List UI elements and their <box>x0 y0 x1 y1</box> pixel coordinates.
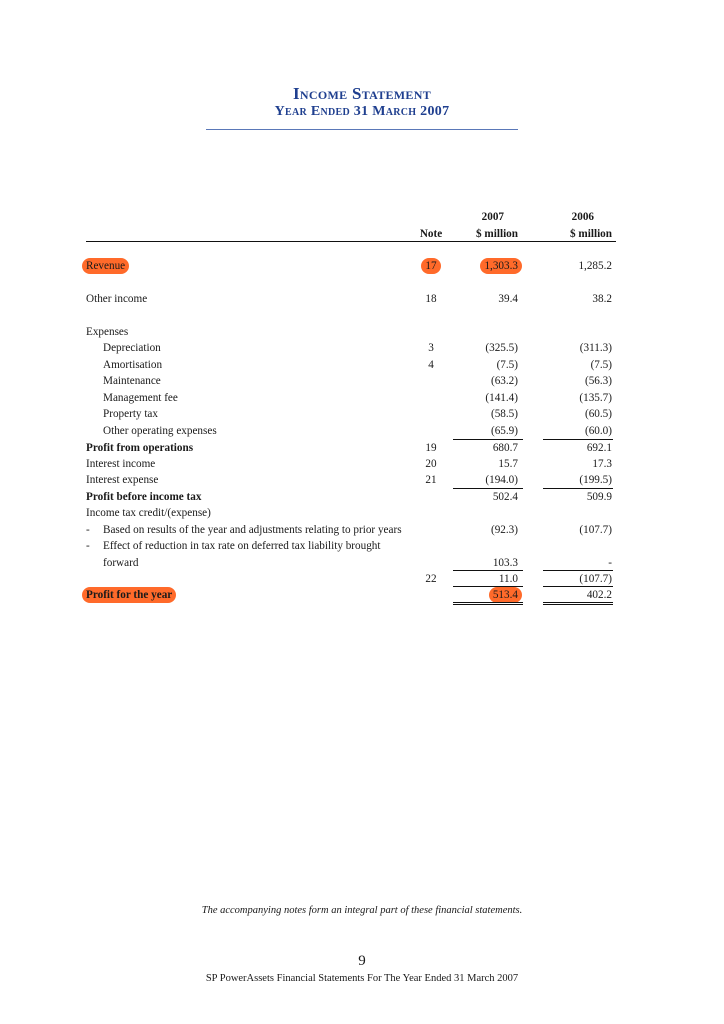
other-income-note: 18 <box>425 293 437 305</box>
revenue-label: Revenue <box>82 258 129 274</box>
page-subtitle: Year Ended 31 March 2007 <box>274 104 450 119</box>
other-operating-label: Other operating expenses <box>103 425 217 437</box>
amortisation-note: 4 <box>428 359 434 371</box>
tax-effect-dash: - <box>86 540 90 552</box>
maintenance-label: Maintenance <box>103 375 161 387</box>
revenue-2007: 1,303.3 <box>480 258 522 274</box>
depreciation-label: Depreciation <box>103 342 161 354</box>
interest-expense-note: 21 <box>425 474 437 486</box>
management-fee-2007: (141.4) <box>485 392 518 404</box>
amortisation-2007: (7.5) <box>496 359 518 371</box>
property-tax-2006: (60.5) <box>584 408 612 420</box>
maintenance-2006: (56.3) <box>584 375 612 387</box>
depreciation-2006: (311.3) <box>579 342 612 354</box>
tax-total-2007: 11.0 <box>498 573 518 585</box>
table-row-income-tax <box>86 505 616 521</box>
profit-ops-2006: 692.1 <box>586 442 612 454</box>
table-row-amortisation <box>86 357 616 373</box>
table-row-tax-total <box>86 571 616 587</box>
table-row-profit-year <box>86 587 616 603</box>
other-operating-2006: (60.0) <box>584 425 612 437</box>
tax-forward-label: forward <box>103 557 139 569</box>
final-rule-2007-a <box>453 602 523 603</box>
table-row-depreciation <box>86 340 616 356</box>
revenue-2006: 1,285.2 <box>578 260 612 272</box>
depreciation-note: 3 <box>428 342 434 354</box>
expenses-label: Expenses <box>86 326 129 338</box>
interest-income-note: 20 <box>425 458 437 470</box>
header-units-row <box>86 226 616 242</box>
interest-income-label: Interest income <box>86 458 156 470</box>
profit-before-tax-2006: 509.9 <box>586 491 612 503</box>
page-title: Income Statement <box>292 84 431 103</box>
tax-total-note: 22 <box>425 573 437 585</box>
profit-year-label: Profit for the year <box>82 587 176 603</box>
table-row-maintenance <box>86 373 616 389</box>
income-tax-label: Income tax credit/(expense) <box>86 507 211 519</box>
page-number: 9 <box>358 953 366 969</box>
tax-total-2006: (107.7) <box>579 573 612 585</box>
profit-before-tax-2007: 502.4 <box>492 491 518 503</box>
table-row-other-income <box>86 291 616 307</box>
interest-expense-label: Interest expense <box>86 474 159 486</box>
page-footer: SP PowerAssets Financial Statements For The Year Ended 31 March 2007 <box>205 973 519 984</box>
profit-ops-note: 19 <box>425 442 437 454</box>
other-income-label: Other income <box>86 293 148 305</box>
table-row-management-fee <box>86 390 616 406</box>
property-tax-2007: (58.5) <box>490 408 518 420</box>
unit-2006-header: $ million <box>570 228 612 240</box>
table-row-other-operating <box>86 423 616 439</box>
other-operating-2007: (65.9) <box>490 425 518 437</box>
interest-income-2007: 15.7 <box>498 458 518 470</box>
table-row-tax-based <box>86 522 616 538</box>
table-row-profit-ops <box>86 440 616 456</box>
tax-based-label: Based on results of the year and adjustments relating to prior years <box>103 524 402 536</box>
amortisation-label: Amortisation <box>103 359 163 371</box>
table-row-interest-expense <box>86 472 616 488</box>
interest-income-2006: 17.3 <box>592 458 612 470</box>
table-row-profit-before-tax <box>86 489 616 505</box>
unit-2007-header: $ million <box>476 228 518 240</box>
tax-forward-2006: - <box>608 557 612 569</box>
note-header: Note <box>419 228 443 240</box>
profit-year-2006: 402.2 <box>586 589 612 601</box>
table-row-tax-forward <box>86 555 616 571</box>
management-fee-label: Management fee <box>103 392 178 404</box>
other-income-2007: 39.4 <box>498 293 518 305</box>
final-rule-2006-a <box>543 602 613 603</box>
other-income-2006: 38.2 <box>592 293 612 305</box>
year-2006-header: 2006 <box>571 211 594 223</box>
maintenance-2007: (63.2) <box>490 375 518 387</box>
profit-ops-label: Profit from operations <box>86 442 194 454</box>
footnote: The accompanying notes form an integral part of these financial statements. <box>201 905 523 916</box>
management-fee-2006: (135.7) <box>579 392 612 404</box>
tax-effect-label: Effect of reduction in tax rate on deferred tax liability brought <box>103 540 381 552</box>
interest-expense-2007: (194.0) <box>485 474 518 486</box>
table-row-interest-income <box>86 456 616 472</box>
profit-ops-2007: 680.7 <box>492 442 518 454</box>
depreciation-2007: (325.5) <box>485 342 518 354</box>
final-rule-2007-b <box>453 604 523 605</box>
table-row-revenue <box>86 258 616 274</box>
final-rule-2006-b <box>543 604 613 605</box>
table-row-expenses <box>86 324 616 340</box>
tax-based-2007: (92.3) <box>490 524 518 536</box>
table-row-tax-effect <box>86 538 616 554</box>
property-tax-label: Property tax <box>103 408 158 420</box>
interest-expense-2006: (199.5) <box>579 474 612 486</box>
table-row-property-tax <box>86 406 616 422</box>
tax-forward-2007: 103.3 <box>492 557 518 569</box>
tax-based-dash: - <box>86 524 90 536</box>
header-years-row <box>86 209 616 225</box>
title-divider <box>206 129 518 130</box>
tax-based-2006: (107.7) <box>579 524 612 536</box>
year-2007-header: 2007 <box>481 211 504 223</box>
profit-year-2007: 513.4 <box>489 587 522 603</box>
header-rule <box>86 241 616 242</box>
revenue-note: 17 <box>421 258 440 274</box>
amortisation-2006: (7.5) <box>590 359 612 371</box>
profit-before-tax-label: Profit before income tax <box>86 491 202 503</box>
